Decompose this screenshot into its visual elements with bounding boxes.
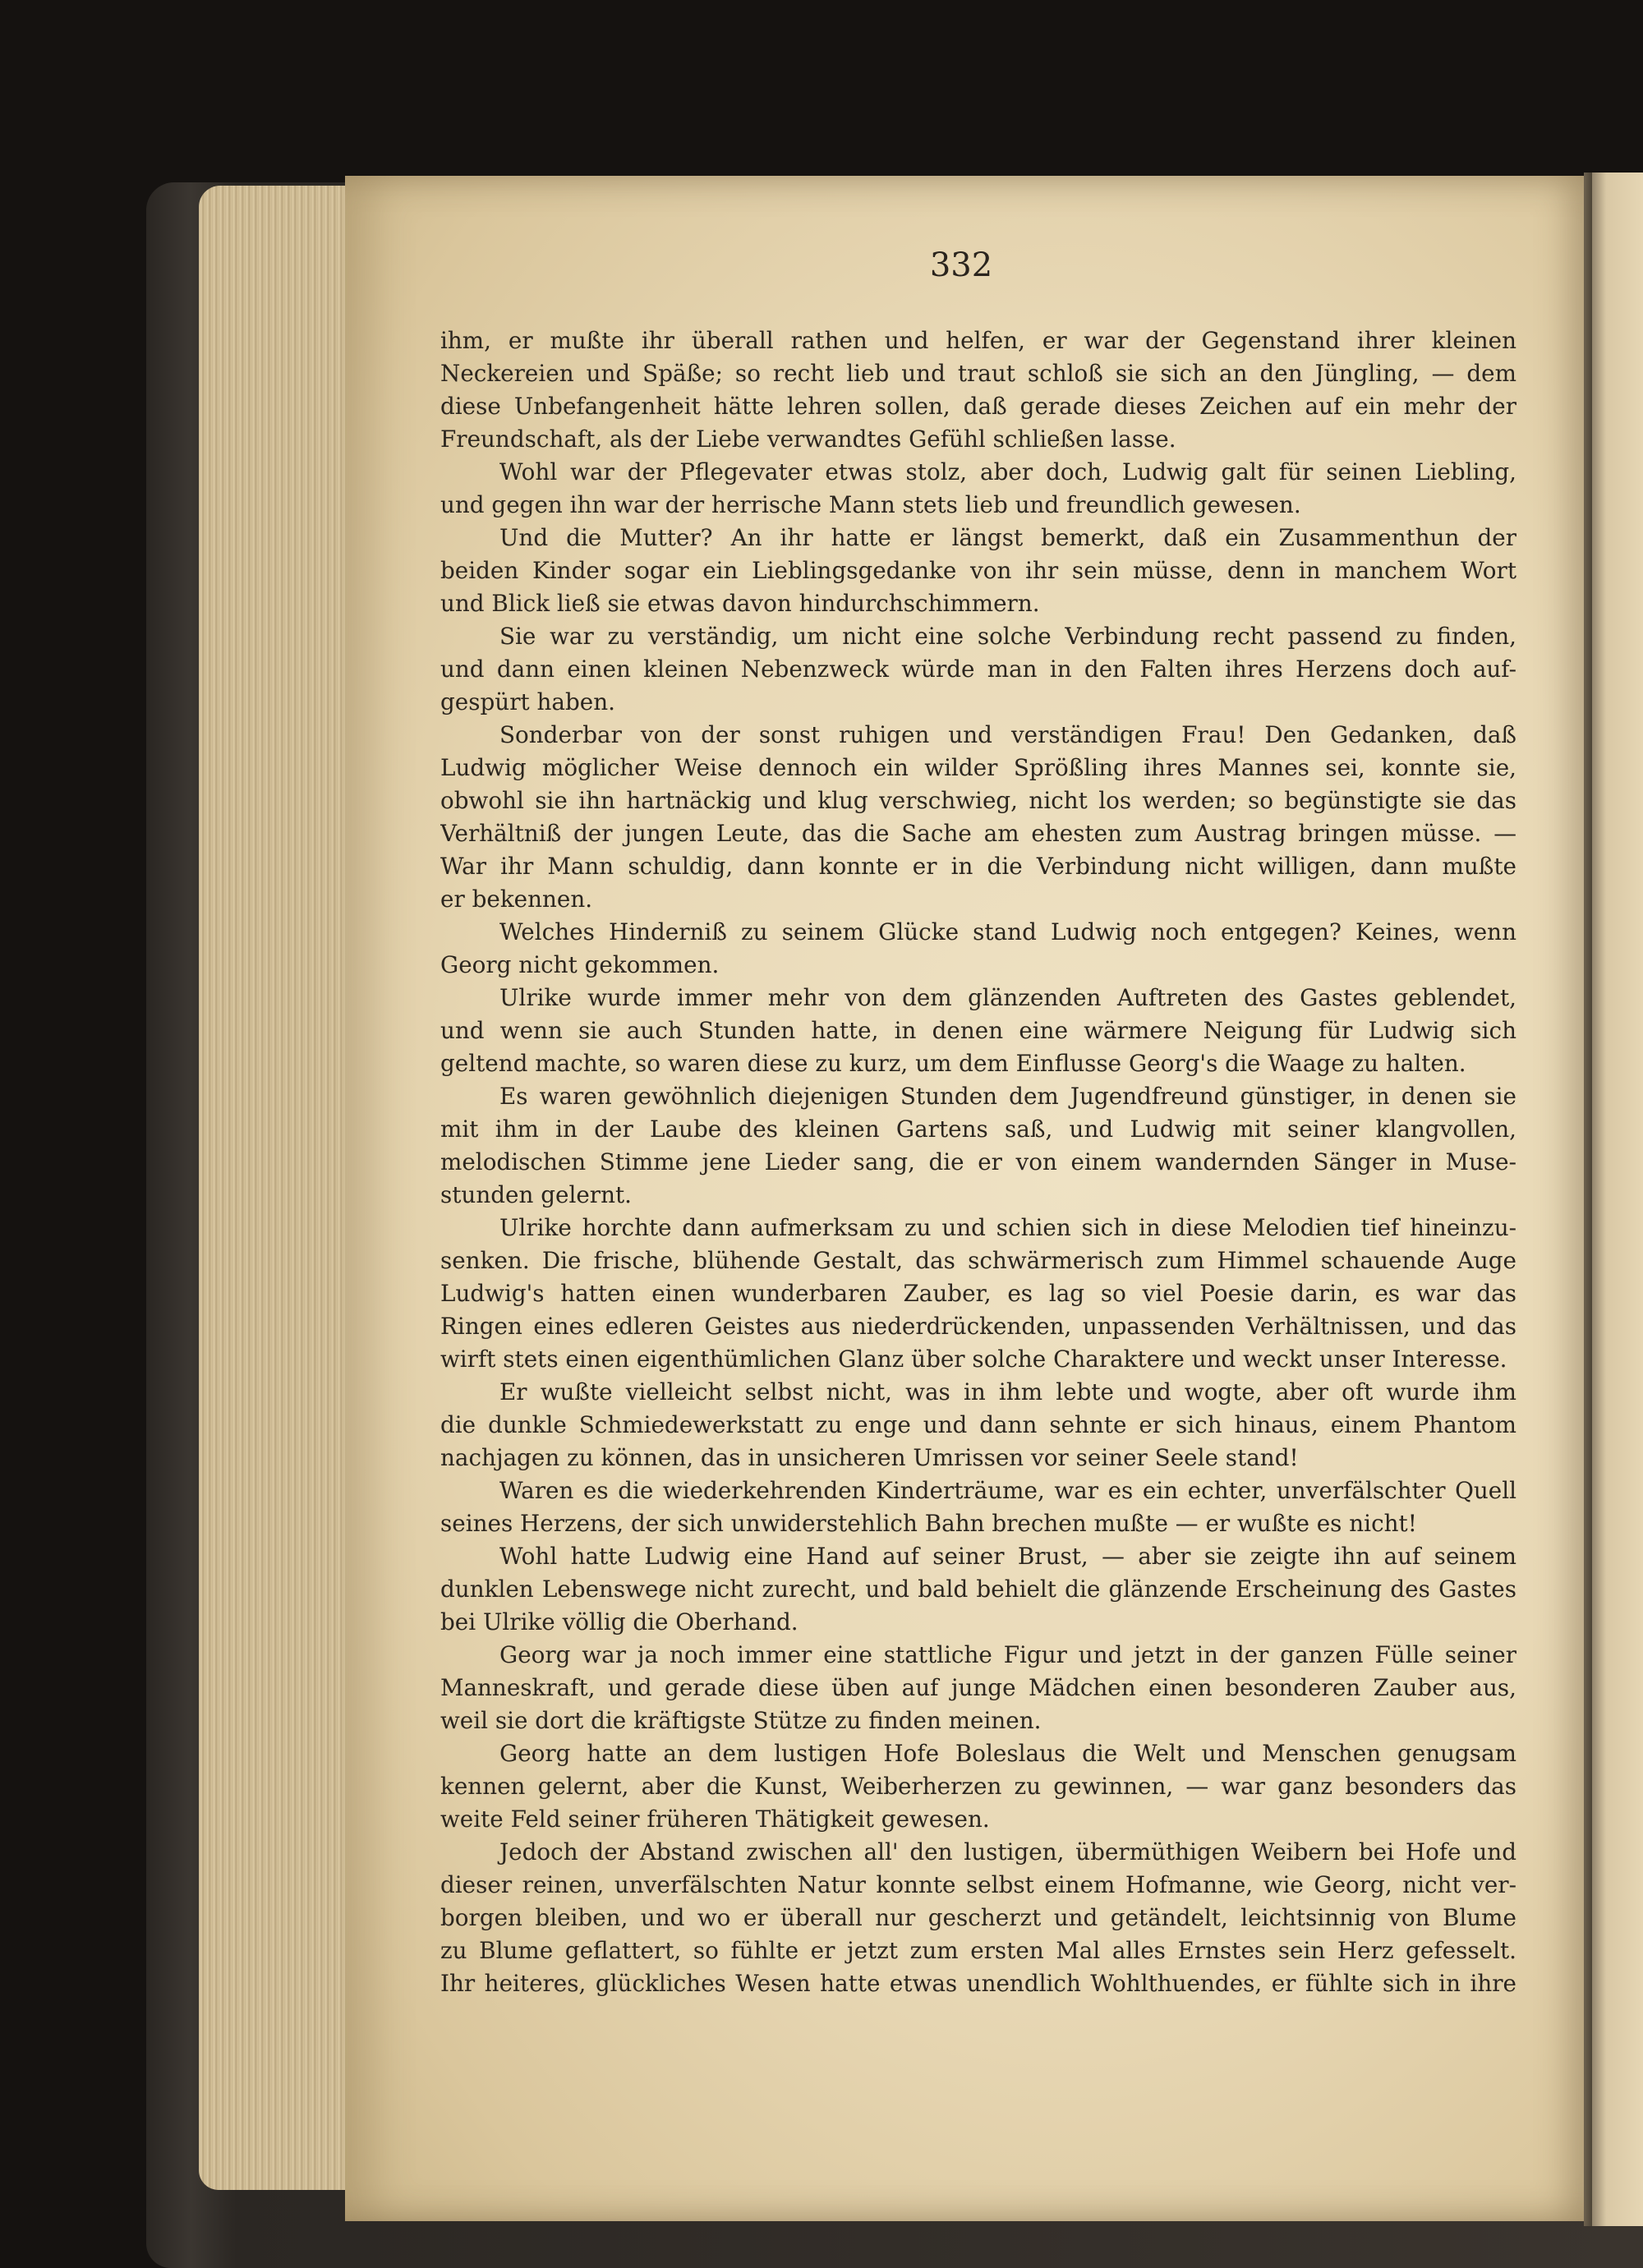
text-line: borgen bleiben, und wo er überall nur gescherzt und getändelt, leichtsinnig von Blume [440,1904,1516,1931]
text-line: dunklen Lebenswege nicht zurecht, und bald behielt die glänzende Erscheinung des Gastes [440,1576,1516,1603]
text-line: Jedoch der Abstand zwischen all' den lustigen, übermüthigen Weibern bei Hofe und [499,1838,1516,1865]
text-line: die dunkle Schmiedewerkstatt zu enge und dann sehnte er sich hinaus, einem Phantom [440,1411,1516,1438]
text-line: Georg war ja noch immer eine stattliche Figur und jetzt in der ganzen Fülle seiner [499,1641,1516,1668]
facing-page-edge [1590,173,1643,2226]
text-line: Georg hatte an dem lustigen Hofe Boleslaus die Welt und Menschen genugsam [499,1740,1516,1767]
text-line: stunden gelernt. [440,1181,633,1208]
text-line: wirft stets einen eigenthümlichen Glanz über solche Charaktere und weckt unser Interesse. [440,1346,1507,1373]
text-line: und gegen ihn war der herrische Mann stets lieb und freundlich gewesen. [440,491,1301,518]
text-line: melodischen Stimme jene Lieder sang, die er von einem wandernden Sänger in Muse- [440,1148,1516,1175]
text-line: weite Feld seiner früheren Thätigkeit gewesen. [440,1806,990,1833]
text-line: Ulrike wurde immer mehr von dem glänzenden Auftreten des Gastes geblendet, [499,984,1516,1011]
text-line: dieser reinen, unverfälschten Natur konnte selbst einem Hofmanne, wie Georg, nicht ver- [440,1871,1516,1898]
text-line: Waren es die wiederkehrenden Kinderträume, war es ein echter, unverfälschter Quell [499,1477,1516,1504]
text-line: War ihr Mann schuldig, dann konnte er in die Verbindung nicht willigen, dann mußte [440,853,1516,880]
text-line: weil sie dort die kräftigste Stütze zu finden meinen. [440,1707,1042,1734]
text-line: senken. Die frische, blühende Gestalt, das schwärmerisch zum Himmel schauende Auge [440,1247,1516,1274]
text-line: Ludwig möglicher Weise dennoch ein wilder Sprößling ihres Mannes sei, konnte sie, [440,754,1516,781]
text-line: und Blick ließ sie etwas davon hindurchschimmern. [440,590,1040,617]
text-line: seines Herzens, der sich unwiderstehlich Bahn brechen mußte — er wußte es nicht! [440,1510,1417,1537]
text-line: Ihr heiteres, glückliches Wesen hatte etwas unendlich Wohlthuendes, er fühlte sich in ihre [440,1970,1516,1997]
text-line: obwohl sie ihn hartnäckig und klug verschwieg, nicht los werden; so begünstigte sie das [440,787,1516,814]
text-line: diese Unbefangenheit hätte lehren sollen, daß gerade dieses Zeichen auf ein mehr der [440,393,1516,420]
text-line: Wohl war der Pflegevater etwas stolz, aber doch, Ludwig galt für seinen Liebling, [499,458,1516,485]
text-line: Freundschaft, als der Liebe verwandtes Gefühl schließen lasse. [440,426,1176,453]
book-gutter [1584,173,1592,2226]
text-line: Ulrike horchte dann aufmerksam zu und schien sich in diese Melodien tief hineinzu- [499,1214,1516,1241]
text-line: Wohl hatte Ludwig eine Hand auf seiner Brust, — aber sie zeigte ihn auf seinem [499,1543,1516,1570]
text-line: Sie war zu verständig, um nicht eine solche Verbindung recht passend zu finden, [499,623,1516,650]
page-number: 332 [929,246,993,284]
text-line: Und die Mutter? An ihr hatte er längst bemerkt, daß ein Zusammenthun der [499,524,1516,551]
text-line: bei Ulrike völlig die Oberhand. [440,1608,798,1635]
text-line: Welches Hinderniß zu seinem Glücke stand Ludwig noch entgegen? Keines, wenn [499,918,1516,945]
text-line: Ludwig's hatten einen wunderbaren Zauber, es lag so viel Poesie darin, es war das [440,1280,1516,1307]
text-line: Ringen eines edleren Geistes aus niederdrückenden, unpassenden Verhältnissen, und das [440,1313,1516,1340]
text-line: nachjagen zu können, das in unsicheren Umrissen vor seiner Seele stand! [440,1444,1299,1471]
page-edges [199,186,363,2190]
text-line: mit ihm in der Laube des kleinen Gartens saß, und Ludwig mit seiner klangvollen, [440,1116,1516,1143]
body-text [440,324,1516,2000]
text-line: Manneskraft, und gerade diese üben auf junge Mädchen einen besonderen Zauber aus, [440,1674,1516,1701]
text-line: kennen gelernt, aber die Kunst, Weiberherzen zu gewinnen, — war ganz besonders das [440,1773,1516,1800]
text-line: Sonderbar von der sonst ruhigen und verständigen Frau! Den Gedanken, daß [499,721,1516,748]
text-line: geltend machte, so waren diese zu kurz, um dem Einflusse Georg's die Waage zu halten. [440,1050,1466,1077]
text-line: beiden Kinder sogar ein Lieblingsgedanke von ihr sein müsse, denn in manchem Wort [440,557,1516,584]
text-line: Georg nicht gekommen. [440,951,720,978]
text-line: zu Blume geflattert, so fühlte er jetzt zum ersten Mal alles Ernstes sein Herz gefesselt. [440,1937,1516,1964]
text-line: Es waren gewöhnlich diejenigen Stunden dem Jugendfreund günstiger, in denen sie [499,1083,1516,1110]
text-line: Verhältniß der jungen Leute, das die Sache am ehesten zum Austrag bringen müsse. — [440,820,1516,847]
text-line: Er wußte vielleicht selbst nicht, was in ihm lebte und wogte, aber oft wurde ihm [499,1378,1516,1405]
text-line: und wenn sie auch Stunden hatte, in denen eine wärmere Neigung für Ludwig sich [440,1017,1516,1044]
text-line: und dann einen kleinen Nebenzweck würde man in den Falten ihres Herzens doch auf- [440,656,1516,683]
text-line: Neckereien und Späße; so recht lieb und traut schloß sie sich an den Jüngling, — dem [440,360,1516,387]
text-line: gespürt haben. [440,688,615,715]
text-line: er bekennen. [440,886,593,913]
text-line: ihm, er mußte ihr überall rathen und helfen, er war der Gegenstand ihrer kleinen [440,327,1516,354]
